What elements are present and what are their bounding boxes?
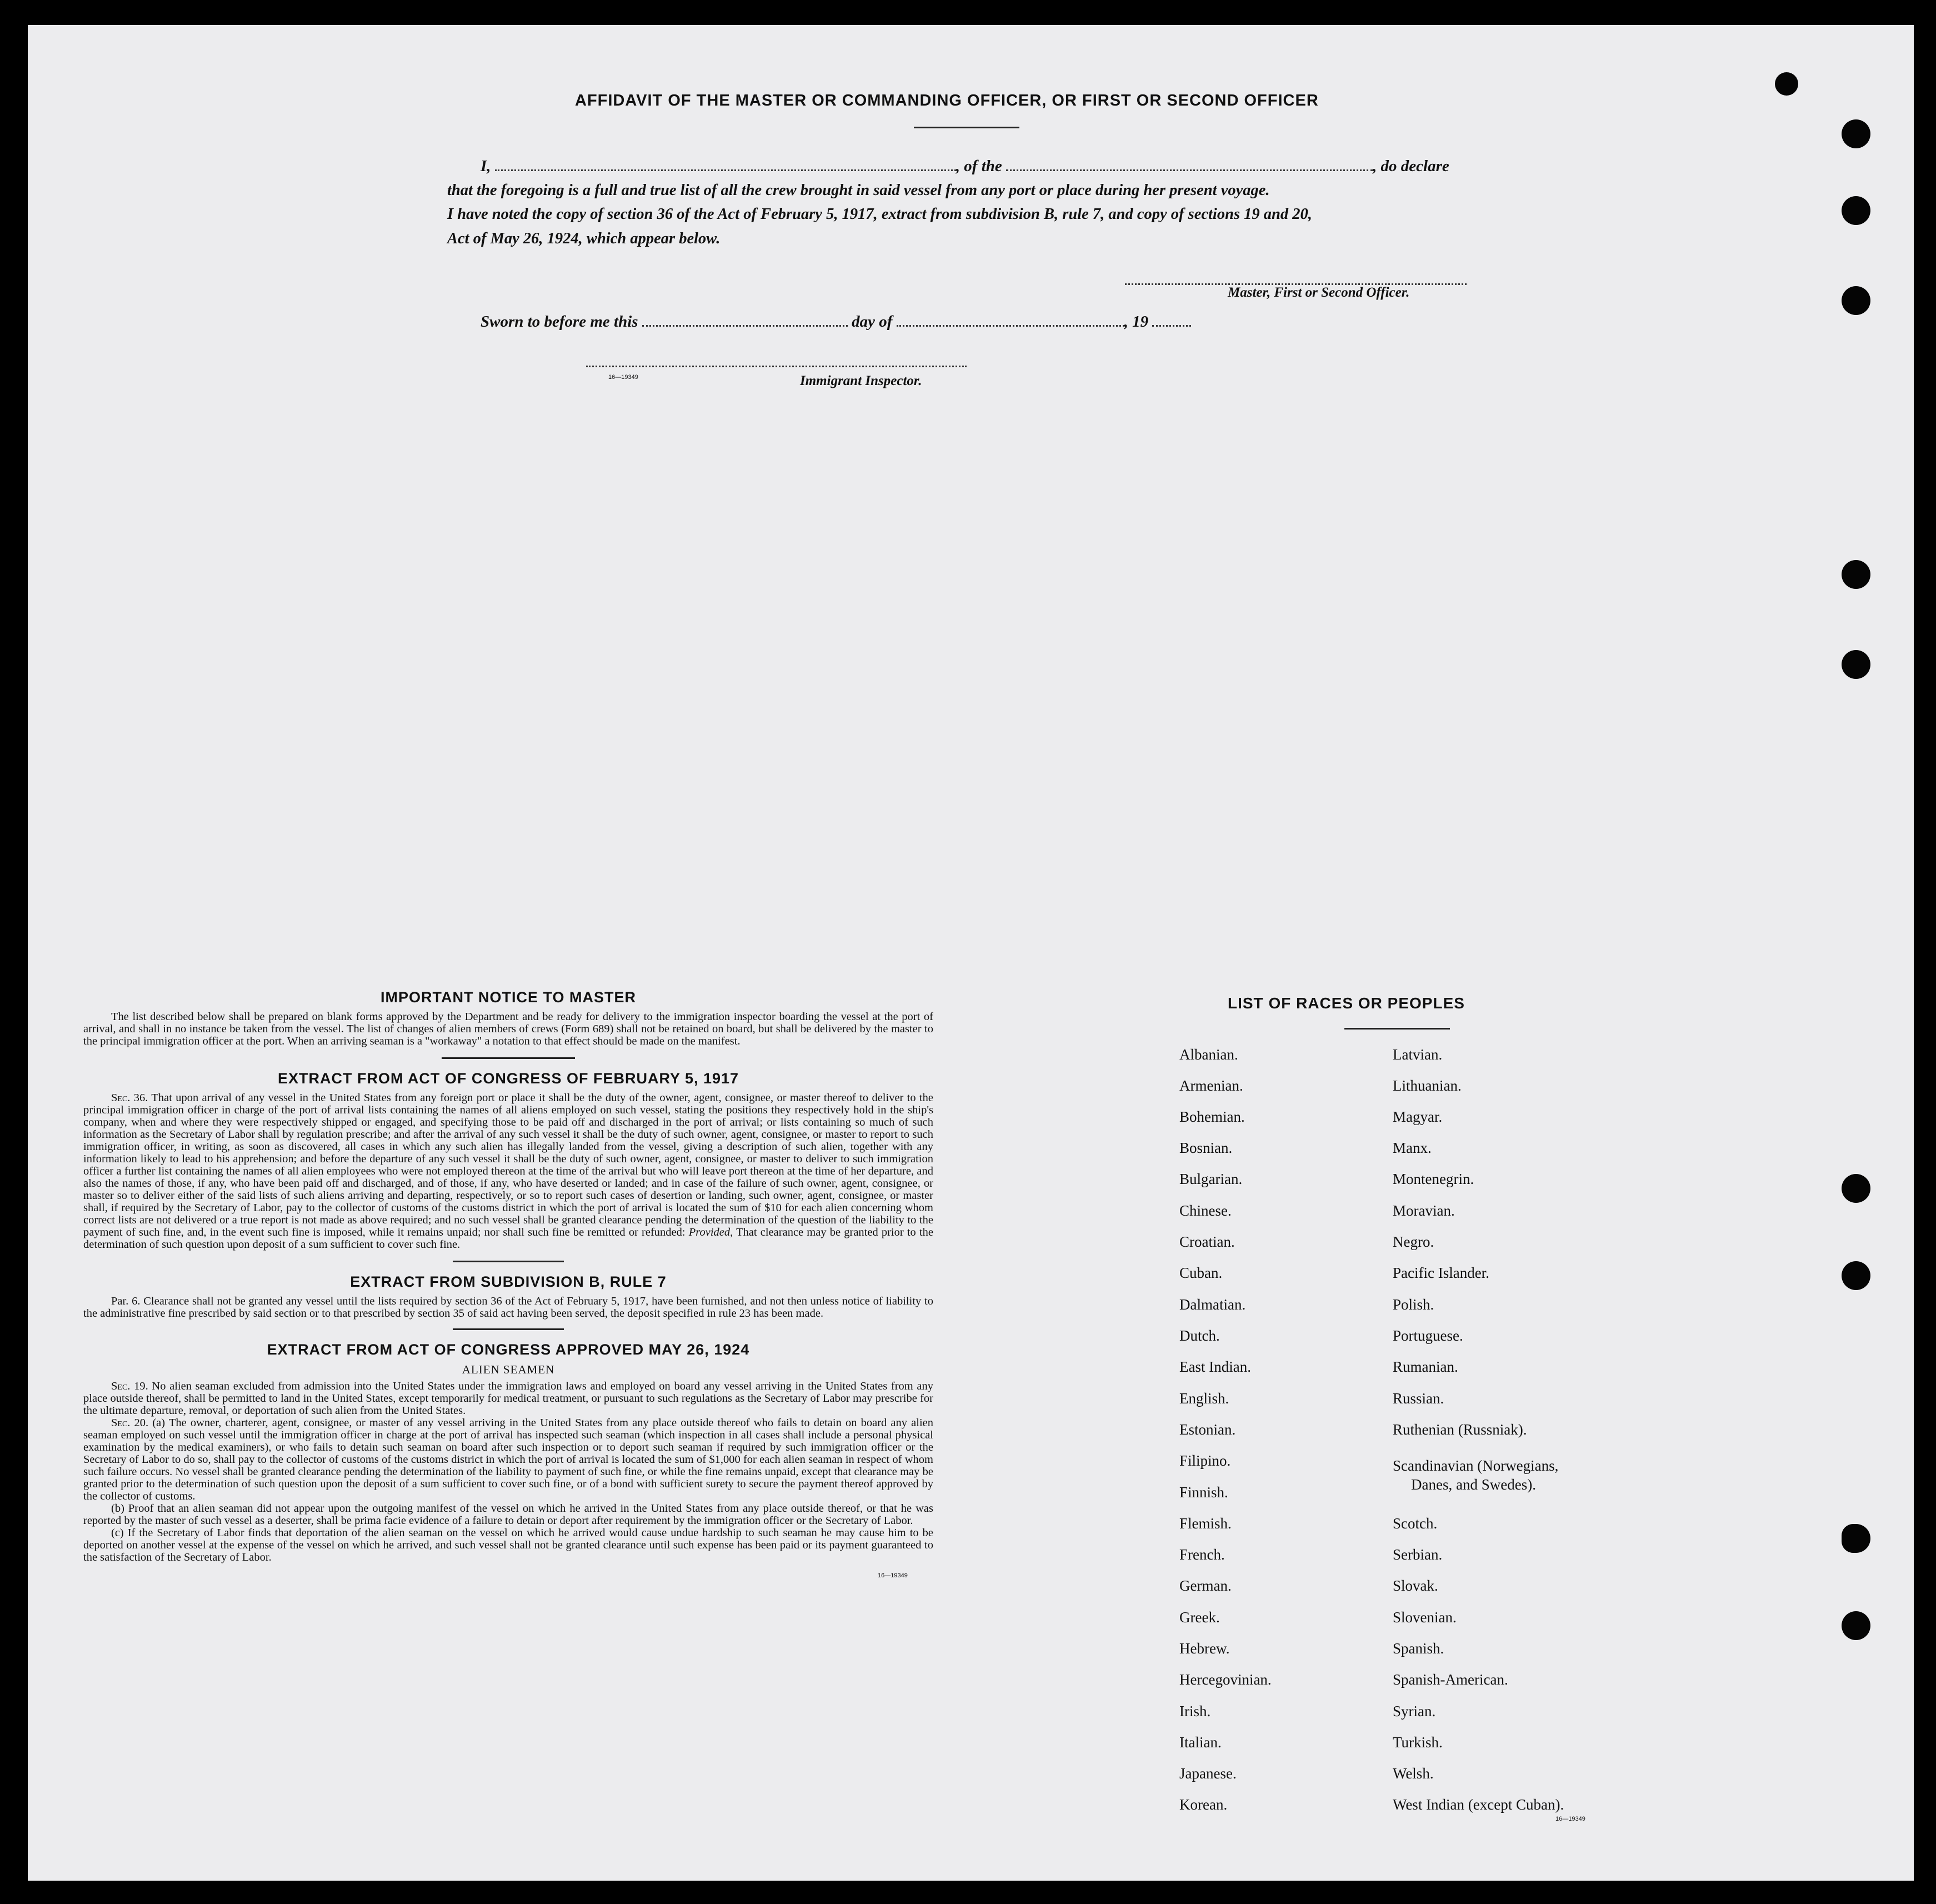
race-right-6: Negro. — [1393, 1233, 1434, 1250]
races-title: LIST OF RACES OR PEOPLES — [1228, 995, 1465, 1012]
race-right-12: Ruthenian (Russniak). — [1393, 1421, 1527, 1438]
race-right-10: Rumanian. — [1393, 1358, 1458, 1375]
race-left-22: Italian. — [1179, 1734, 1222, 1751]
sec19-body: No alien seaman excluded from admission into the United States under the immigration laws and employed on board any vessel arriving in the United States from any place outside thereof, shall be permitted to land in the United States, except temporarily for medical treatment, or pursuant to such regulations as the Secretary of Labor may prescribe for the ultimate departure, removal, or deportation of such alien from the United States. — [83, 1380, 934, 1417]
vessel-name-field[interactable] — [1006, 169, 1373, 171]
day-of-label: day of — [852, 313, 893, 331]
race-left-6: Croatian. — [1179, 1233, 1235, 1250]
year-label: , 19 — [1124, 313, 1149, 331]
rule7-title: EXTRACT FROM SUBDIVISION B, RULE 7 — [350, 1273, 667, 1290]
race-right-20: Spanish-American. — [1393, 1671, 1508, 1688]
race-left-16: French. — [1179, 1546, 1225, 1563]
rule7-rule — [453, 1328, 564, 1330]
race-left-19: Hebrew. — [1179, 1640, 1230, 1657]
affidavit-title: AFFIDAVIT OF THE MASTER OR COMMANDING OFFICER, OR FIRST OR SECOND OFFICER — [575, 92, 1319, 109]
race-right-19: Spanish. — [1393, 1640, 1444, 1657]
inspector-label: Immigrant Inspector. — [800, 373, 922, 388]
race-left-24: Korean. — [1179, 1796, 1228, 1813]
race-left-11: English. — [1179, 1390, 1229, 1407]
race-right-21: Syrian. — [1393, 1703, 1436, 1720]
race-left-7: Cuban. — [1179, 1265, 1223, 1281]
affidavit-statement-2: I have noted the copy of section 36 of the Act of February 5, 1917, extract from subdivision B, rule 7, and copy of sections 19 and 20, — [447, 206, 1312, 223]
legal-extracts — [83, 989, 933, 1579]
race-right-2: Magyar. — [1393, 1108, 1443, 1125]
notice-rule — [442, 1057, 575, 1059]
extract-1924-text — [83, 1380, 933, 1563]
race-left-3: Bosnian. — [1179, 1140, 1233, 1156]
extract-1917-text — [83, 1092, 933, 1251]
race-right-23: Welsh. — [1393, 1765, 1434, 1782]
inspector-signature-field[interactable] — [586, 366, 967, 367]
sec19-label: Sec. 19. — [111, 1380, 148, 1392]
punch-hole-9 — [1842, 1524, 1870, 1553]
punch-hole-1 — [1775, 72, 1798, 96]
punch-hole-7 — [1842, 1174, 1870, 1203]
notice-text — [83, 1011, 933, 1047]
sec20-label: Sec. 20. — [111, 1417, 149, 1429]
race-left-9: Dutch. — [1179, 1327, 1220, 1344]
sec20c-paragraph: (c) If the Secretary of Labor finds that deportation of the alien seaman on the vessel on which he arrived would cause undue hardship to such seaman he may cause him to be deported on another vessel at the expense of the vessel on which he arrived, and such vessel shall not be granted clearance until such expense has been paid or its payment guaranteed to the satisfaction of the Secretary of Labor. — [83, 1527, 933, 1563]
do-declare-label: , do declare — [1373, 157, 1449, 175]
of-the-label: , of the — [956, 157, 1002, 175]
race-left-8: Dalmatian. — [1179, 1296, 1246, 1313]
race-left-13: Filipino. — [1179, 1452, 1231, 1469]
punch-hole-2 — [1842, 119, 1870, 148]
affidavit-declaration-line — [481, 157, 1525, 176]
rule7-paragraph: Par. 6. Clearance shall not be granted any vessel until the lists required by section 36 of the Act of February 5, 1917, have been furnished, and not then unless notice of liability to the administrative fine prescribed by said section or to that prescribed by section 35 of said act having been served, the deposit specified in rule 23 has been made. — [83, 1295, 933, 1320]
extract-1924-title: EXTRACT FROM ACT OF CONGRESS APPROVED MAY 26, 1924 — [267, 1341, 750, 1358]
sec36-paragraph — [83, 1092, 933, 1251]
race-right-9: Portuguese. — [1393, 1327, 1463, 1344]
race-right-0: Latvian. — [1393, 1046, 1443, 1063]
form-sheet — [28, 25, 1914, 1881]
race-left-20: Hercegovinian. — [1179, 1671, 1272, 1688]
punch-hole-3 — [1842, 196, 1870, 225]
notice-paragraph: The list described below shall be prepared on blank forms approved by the Department and be ready for delivery to the immigration inspector boarding the vessel at the port of arrival, and shall in no instance be taken from the vessel. The list of changes of alien members of crews (Form 689) shall not be retained on board, but shall be delivered by the master to the principal immigration officer at the port. When an arriving seaman is a "workaway" a notation to that effect should be made on the manifest. — [83, 1011, 933, 1047]
sworn-month-field[interactable] — [897, 325, 1124, 327]
race-left-5: Chinese. — [1179, 1202, 1232, 1219]
race-right-15: Scotch. — [1393, 1515, 1438, 1532]
declarant-name-field[interactable] — [495, 169, 956, 171]
sec20a-paragraph — [83, 1417, 933, 1502]
race-right-11: Russian. — [1393, 1390, 1444, 1407]
extract-form-number: 16—19349 — [878, 1572, 908, 1579]
punch-hole-6 — [1842, 650, 1870, 679]
affidavit-form-number: 16—19349 — [608, 374, 638, 381]
alien-seamen-subtitle: ALIEN SEAMEN — [462, 1363, 555, 1376]
race-right-14: Danes, and Swedes). — [1411, 1476, 1536, 1493]
race-left-12: Estonian. — [1179, 1421, 1236, 1438]
sworn-day-field[interactable] — [642, 325, 848, 327]
extract-1917-title: EXTRACT FROM ACT OF CONGRESS OF FEBRUARY 5, 1917 — [277, 1070, 739, 1087]
race-right-4: Montenegrin. — [1393, 1171, 1474, 1187]
race-right-1: Lithuanian. — [1393, 1077, 1462, 1094]
master-signature-label: Master, First or Second Officer. — [1228, 285, 1410, 300]
affidavit-statement-1: that the foregoing is a full and true list of all the crew brought in said vessel from any port or place during her present voyage. — [447, 182, 1270, 199]
race-left-17: German. — [1179, 1577, 1232, 1594]
race-left-21: Irish. — [1179, 1703, 1211, 1720]
punch-hole-4 — [1842, 286, 1870, 315]
rule7-text — [83, 1295, 933, 1320]
punch-hole-8 — [1842, 1261, 1870, 1290]
race-left-10: East Indian. — [1179, 1358, 1251, 1375]
sec20a-body: (a) The owner, charterer, agent, consignee, or master of any vessel arriving in the United States from any place outside thereof who fails to detain on board any alien seaman employed on such vessel until the immigration officer in charge at the port of arrival has inspected such seaman (which inspection in all cases shall include a personal physical examination by the medical examiners), or who fails to detain such seaman on board after such inspection or to deport such seaman if required by such immigration officer or the Secretary of Labor to do so, shall pay to the collector of customs of the customs district in which the port of arrival is located the sum of $1,000 for each alien seaman in respect of whom such failure occurs. No vessel shall be granted clearance pending the determination of the liability to payment of such fine, or while the fine remains unpaid, except that clearance may be granted prior to the determination of such question upon the deposit of a sum sufficient to cover such fine, or of a bond with sufficient surety to secure the payment thereof approved by the collector of customs. — [83, 1417, 934, 1502]
race-left-23: Japanese. — [1179, 1765, 1237, 1782]
race-right-16: Serbian. — [1393, 1546, 1443, 1563]
sec20b-paragraph: (b) Proof that an alien seaman did not appear upon the outgoing manifest of the vessel on which he arrived in the United States from any place outside thereof, or that he was reported by the master of such vessel as a deserter, shall be prima facie evidence of a failure to detain or deport after requirement by the immigration officer or the Secretary of Labor. — [83, 1502, 933, 1527]
race-right-22: Turkish. — [1393, 1734, 1443, 1751]
proviso-label: Provided, — [688, 1226, 733, 1238]
races-title-rule — [1344, 1028, 1450, 1030]
punch-hole-10 — [1842, 1611, 1870, 1640]
race-left-15: Flemish. — [1179, 1515, 1232, 1532]
race-left-4: Bulgarian. — [1179, 1171, 1243, 1187]
race-right-13: Scandinavian (Norwegians, — [1393, 1457, 1559, 1474]
i-label: I, — [481, 157, 491, 175]
race-left-1: Armenian. — [1179, 1077, 1243, 1094]
affidavit-statement-3: Act of May 26, 1924, which appear below. — [447, 230, 721, 247]
race-right-24: West Indian (except Cuban). — [1393, 1796, 1564, 1813]
race-left-0: Albanian. — [1179, 1046, 1238, 1063]
race-left-14: Finnish. — [1179, 1484, 1228, 1501]
race-right-8: Polish. — [1393, 1296, 1434, 1313]
sec36-body: That upon arrival of any vessel in the United States from any foreign port or place it shall be the duty of the owner, agent, consignee, or master thereof to deliver to the principal immigration officer in charge of the port of arrival lists containing the names of all aliens employed on such vessel, stating the positions they respectively hold in the ship's company, when and where they were respectively shipped or engaged, and specifying those to be paid off and discharged in the port of arrival; or lists containing so much of such information as the Secretary of Labor shall by regulation prescribe; and after the arrival of any such vessel it shall be the duty of such owner, agent, consignee, or master to report to such immigration officer, in writing, as soon as discovered, all cases in which any such alien has illegally landed from the vessel, giving a description of such alien, together with any information likely to lead to his apprehension; and before the departure of any such vessel it shall be the duty of such owner, agent, consignee, or master to deliver to such immigration officer a further list containing the names of all alien employees who were not employed thereon at the time of the arrival but who will leave port thereon at the time of her departure, and also the names of those, if any, who have been paid off and discharged, and of those, if any, who have deserted or landed; and in case of the failure of such owner, agent, consignee, or master so to deliver either of the said lists of such aliens arriving and departing, respectively, or so to report such cases of desertion or landing, such owner, agent, consignee, or master shall, if required by the Secretary of Labor, pay to the collector of customs of the customs district in which the port of arrival is located the sum of $10 for each alien concerning whom correct lists are not delivered or a true report is not made as above required; and no such vessel shall be granted clearance pending the determination of the question of the liability to the payment of such fine, and, in the event such fine is imposed, while it remains unpaid; nor shall such fine be remitted or refunded: — [83, 1092, 933, 1238]
race-right-5: Moravian. — [1393, 1202, 1455, 1219]
sworn-line — [481, 313, 1191, 331]
sec19-paragraph — [83, 1380, 933, 1417]
sworn-label: Sworn to before me this — [481, 313, 638, 331]
races-form-number: 16—19349 — [1555, 1816, 1585, 1822]
proviso-text: That clearance may be granted prior to the determination of such question upon deposit of a sum sufficient to cover such fine. — [83, 1226, 933, 1251]
extract-1917-rule — [453, 1261, 564, 1262]
sworn-year-field[interactable] — [1152, 325, 1191, 327]
race-right-7: Pacific Islander. — [1393, 1265, 1489, 1281]
race-right-17: Slovak. — [1393, 1577, 1438, 1594]
punch-hole-5 — [1842, 560, 1870, 589]
race-right-18: Slovenian. — [1393, 1609, 1457, 1626]
race-left-18: Greek. — [1179, 1609, 1220, 1626]
sec36-label: Sec. 36. — [111, 1092, 148, 1104]
race-left-2: Bohemian. — [1179, 1108, 1245, 1125]
notice-title: IMPORTANT NOTICE TO MASTER — [381, 989, 636, 1006]
race-right-3: Manx. — [1393, 1140, 1432, 1156]
affidavit-title-rule — [914, 127, 1019, 128]
